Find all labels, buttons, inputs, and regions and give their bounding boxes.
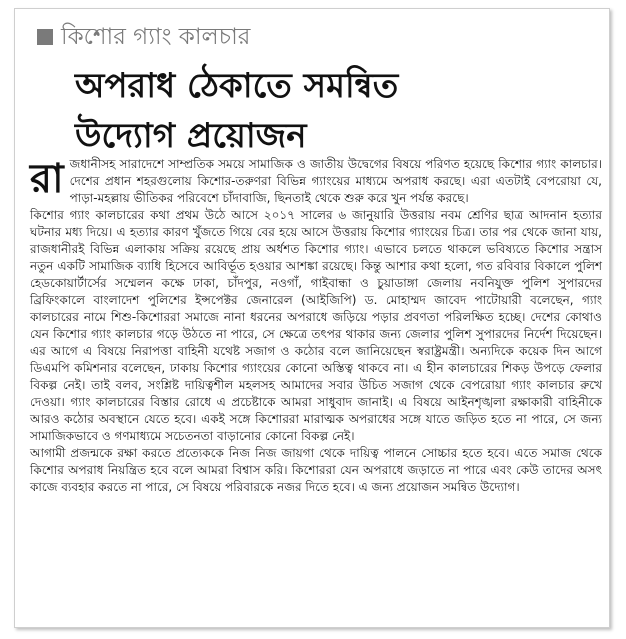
headline-line-1: অপরাধ ঠেকাতে সমন্বিত — [75, 66, 399, 106]
drop-cap: রা — [30, 156, 64, 202]
paragraph-1-text: জধানীসহ সারাদেশে সাম্প্রতিক সময়ে সামাজিক ও জাতীয় উদ্বেগের বিষয়ে পরিণত হয়েছে কিশোর গ্যাং কালচার। দেশের প্রধান শহরগুলোয় কিশোর-তরুণরা বিভিন্ন গ্যাংয়ের মাধ্যমে অপরাধ করছে। এরা এতটাই বেপরোয়া যে, পাড়া-মহল্লায় ভীতিকর পরিবেশে চাঁদাবাজি, ছিনতাই থেকে শুরু করে খুন পর্যন্ত করছে। — [69, 157, 602, 205]
headline — [75, 61, 595, 161]
kicker-square-icon — [37, 29, 53, 45]
headline-line-2: উদ্যোগ প্রয়োজন — [75, 116, 307, 156]
paragraph-2: কিশোর গ্যাং কালচারের কথা প্রথম উঠে আসে ২০১৭ সালের ৬ জানুয়ারি উত্তরায় নবম শ্রেণির ছাত্র আদনান হত্যার ঘটনার মধ্য দিয়ে। এ হত্যার কারণ খুঁজতে গিয়ে বের হয়ে আসে উত্তরায় কিশোর গ্যাংয়ের চিত্র। তার পর থেকে জানা যায়, রাজধানীরই বিভিন্ন এলাকায় সক্রিয় রয়েছে প্রায় অর্ধশত কিশোর গ্যাং। এভাবে চলতে থাকলে ভবিষ্যতে কিশোর সন্ত্রাস নতুন একটি সামাজিক ব্যাধি হিসেবে আবির্ভূত হওয়ার আশঙ্কা রয়েছে। কিন্তু আশার কথা হলো, গত রবিবার বিকালে পুলিশ হেডকোয়ার্টার্সের সম্মেলন কক্ষে ঢাকা, চাঁদপুর, নওগাঁ, গাইবান্ধা ও চুয়াডাঙ্গা জেলায় নবনিযুক্ত পুলিশ সুপারদের ব্রিফিংকালে বাংলাদেশ পুলিশের ইন্সপেক্টর জেনারেল (আইজিপি) ড. মোহাম্মদ জাবেদ পাটোয়ারী বলেছেন, গ্যাং কালচারের নামে শিশু-কিশোররা সমাজে নানা ধরনের অপরাধে জড়িয়ে পড়ার প্রবণতা পরিলক্ষিত হচ্ছে। দেশের কোথাও যেন কিশোর গ্যাং কালচার গড়ে উঠতে না পারে, সে ক্ষেত্রে তৎপর থাকার জন্য জেলার পুলিশ সুপারদের নির্দেশ দিয়েছেন। এর আগে এ বিষয়ে নিরাপত্তা বাহিনী যথেষ্ট সজাগ ও কঠোর বলে জানিয়েছেন স্বরাষ্ট্রমন্ত্রী। অন্যদিকে কয়েক দিন আগে ডিএমপি কমিশনার বলেছেন, ঢাকায় কিশোর গ্যাংয়ের কোনো অস্তিত্ব থাকবে না। এ হীন কালচারের শিকড় উপড়ে ফেলার বিকল্প নেই। তাই বলব, সংশ্লিষ্ট দায়িত্বশীল মহলসহ আমাদের সবার উচিত সজাগ থেকে বেপরোয়া গ্যাং কালচার রুখে দেওয়া। গ্যাং কালচারের বিস্তার রোধে এ প্রচেষ্টাকে আমরা সাধুবাদ জানাই। এ বিষয়ে আইনশৃঙ্খলা রক্ষাকারী বাহিনীকে আরও কঠোর অবস্থানে যেতে হবে। একই সঙ্গে কিশোররা মারাত্মক অপরাধের সঙ্গে যাতে জড়িত হতে না পারে, সে জন্য সামাজিকভাবে ও গণমাধ্যমে সচেতনতা বাড়ানোর কোনো বিকল্প নেই। — [30, 208, 602, 443]
article-body — [30, 156, 602, 496]
paragraph-3: আগামী প্রজন্মকে রক্ষা করতে প্রত্যেককে নিজ নিজ জায়গা থেকে দায়িত্ব পালনে সোচ্চার হতে হবে। এতে সমাজ থেকে কিশোর অপরাধ নিয়ন্ত্রিত হবে বলে আমরা বিশ্বাস করি। কিশোররা যেন অপরাধে জড়াতে না পারে এবং কেউ তাদের অসৎ কাজে ব্যবহার করতে না পারে, সে বিষয়ে পরিবারকে নজর দিতে হবে। এ জন্য প্রয়োজন সমন্বিত উদ্যোগ। — [30, 446, 602, 494]
kicker-label: কিশোর গ্যাং কালচার — [61, 24, 251, 50]
kicker — [37, 23, 250, 51]
paragraph-1 — [30, 156, 602, 207]
